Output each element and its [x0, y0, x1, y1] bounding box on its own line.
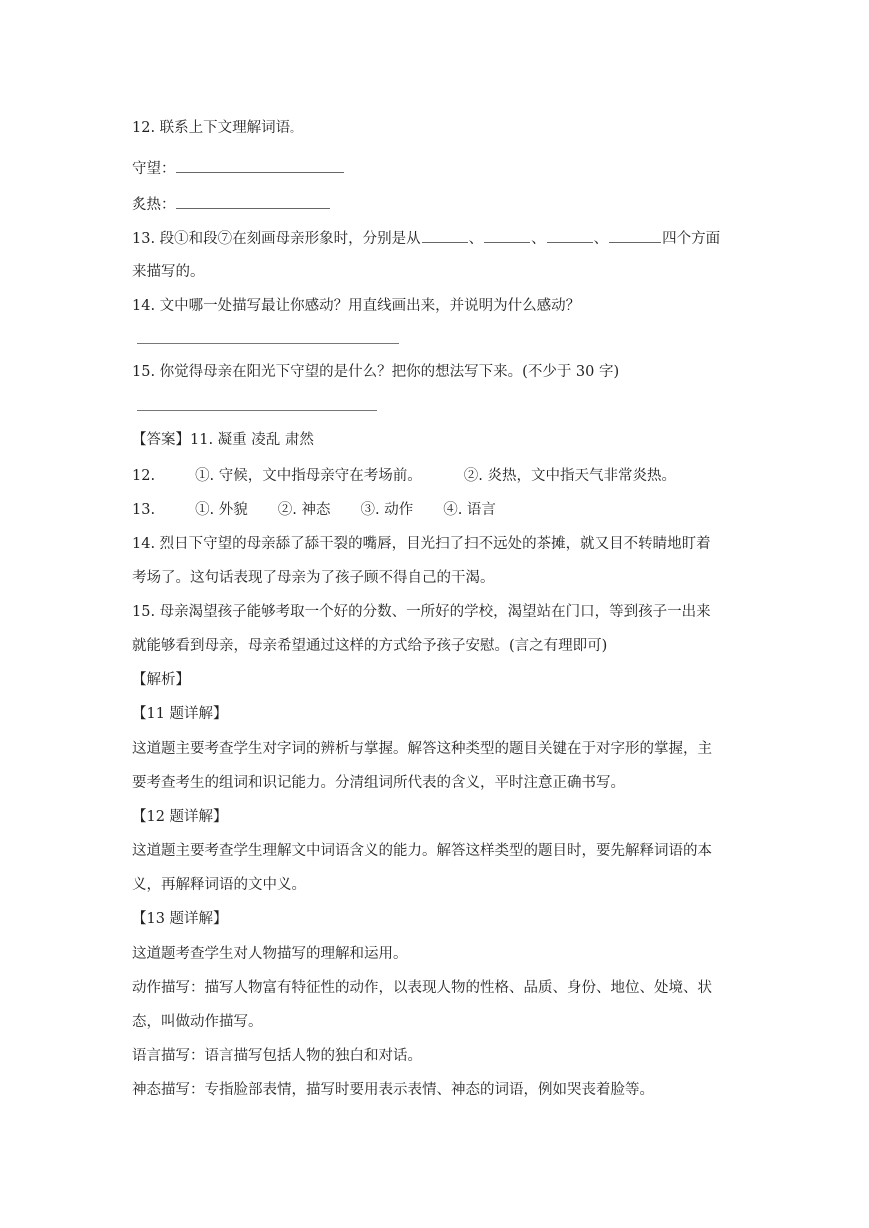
- q12-answer-line-shouwang: [132, 158, 344, 179]
- question-13-end: 四个方面: [662, 231, 721, 247]
- answer-15-line2: 就能够看到母亲，母亲希望通过这样的方式给予孩子安慰。(言之有理即可): [132, 638, 608, 654]
- analysis-13-line1: 这道题考查学生对人物描写的理解和运用。: [132, 946, 408, 962]
- answer-header: 【答案】11. 凝重 凌乱 肃然: [132, 432, 314, 448]
- q13-separator: 、: [531, 231, 546, 247]
- answer-12: [132, 466, 676, 486]
- analysis-13-line4: 语言描写：语言描写包括人物的独白和对话。: [132, 1048, 422, 1064]
- analysis-12-heading: 【12 题详解】: [132, 809, 228, 825]
- q13-separator: 、: [468, 231, 484, 247]
- q13-blank-4[interactable]: [609, 228, 661, 243]
- answer-13-item-3: ③. 动作: [360, 502, 414, 518]
- analysis-12-line2: 义，再解释词语的文中义。: [132, 877, 306, 893]
- answer-15-line1: 15. 母亲渴望孩子能够考取一个好的分数、一所好的学校，渴望站在门口，等到孩子一出来: [132, 604, 711, 620]
- answer-13-item-4: ④. 语言: [443, 502, 496, 518]
- answer-14-line2: 考场了。这句话表现了母亲为了孩子顾不得自己的干渴。: [132, 570, 495, 586]
- analysis-13-line3: 态，叫做动作描写。: [132, 1014, 263, 1030]
- answer-13-item-1: ①. 外貌: [195, 502, 248, 518]
- question-15: 15. 你觉得母亲在阳光下守望的是什么？把你的想法写下来。(不少于 30 字): [132, 364, 620, 380]
- question-12-text: 12. 联系上下文理解词语: [132, 120, 291, 136]
- answer-13-item-2: ②. 神态: [277, 502, 331, 518]
- analysis-13-line5: 神态描写：专指脸部表情，描写时要用表示表情、神态的词语，例如哭丧着脸等。: [132, 1082, 654, 1098]
- analysis-11-line2: 要考查考生的组词和识记能力。分清组词所代表的含义，平时注意正确书写。: [132, 775, 625, 791]
- analysis-header: 【解析】: [132, 672, 190, 688]
- q13-blank-3[interactable]: [547, 228, 593, 243]
- analysis-11-line1: 这道题主要考查学生对字词的辨析与掌握。解答这种类型的题目关键在于对字形的掌握，主: [132, 741, 712, 757]
- question-12-dot: 。: [290, 124, 301, 135]
- question-14: 14. 文中哪一处描写最让你感动？用直线画出来，并说明为什么感动？: [132, 298, 581, 314]
- answer-13: [132, 500, 496, 520]
- question-13-text: 13. 段①和段⑦在刻画母亲形象时，分别是从: [132, 231, 421, 247]
- question-13: [132, 228, 720, 249]
- q13-blank-2[interactable]: [484, 228, 530, 243]
- answer-12-item-1: ①. 守候，文中指母亲守在考场前。: [195, 468, 422, 484]
- q12-label-zhire: 炙热：: [132, 197, 176, 213]
- q14-answer-line[interactable]: [137, 343, 399, 344]
- analysis-12-line1: 这道题主要考查学生理解文中词语含义的能力。解答这样类型的题目时，要先解释词语的本: [132, 843, 712, 859]
- q12-label-shouwang: 守望：: [132, 161, 176, 177]
- q15-answer-line[interactable]: [137, 410, 377, 411]
- answer-12-item-2: ②. 炎热，文中指天气非常炎热。: [463, 468, 676, 484]
- analysis-13-heading: 【13 题详解】: [132, 911, 228, 927]
- answer-14-line1: 14. 烈日下守望的母亲舔了舔干裂的嘴唇，目光扫了扫不远处的茶摊，就又目不转睛地盯着: [132, 536, 711, 552]
- question-13-line2: 来描写的。: [132, 264, 205, 280]
- q13-separator: 、: [593, 231, 609, 247]
- q12-answer-line-zhire: [132, 194, 330, 215]
- analysis-13-line2: 动作描写：描写人物富有特征性的动作，以表现人物的性格、品质、身份、地位、处境、状: [132, 980, 712, 996]
- q12-blank-shouwang[interactable]: [176, 158, 344, 173]
- q12-blank-zhire[interactable]: [176, 194, 330, 209]
- answer-13-num: 13.: [132, 502, 156, 518]
- q13-blank-1[interactable]: [422, 228, 468, 243]
- question-12: [132, 118, 300, 140]
- analysis-11-heading: 【11 题详解】: [132, 706, 228, 722]
- answer-12-num: 12.: [132, 468, 156, 484]
